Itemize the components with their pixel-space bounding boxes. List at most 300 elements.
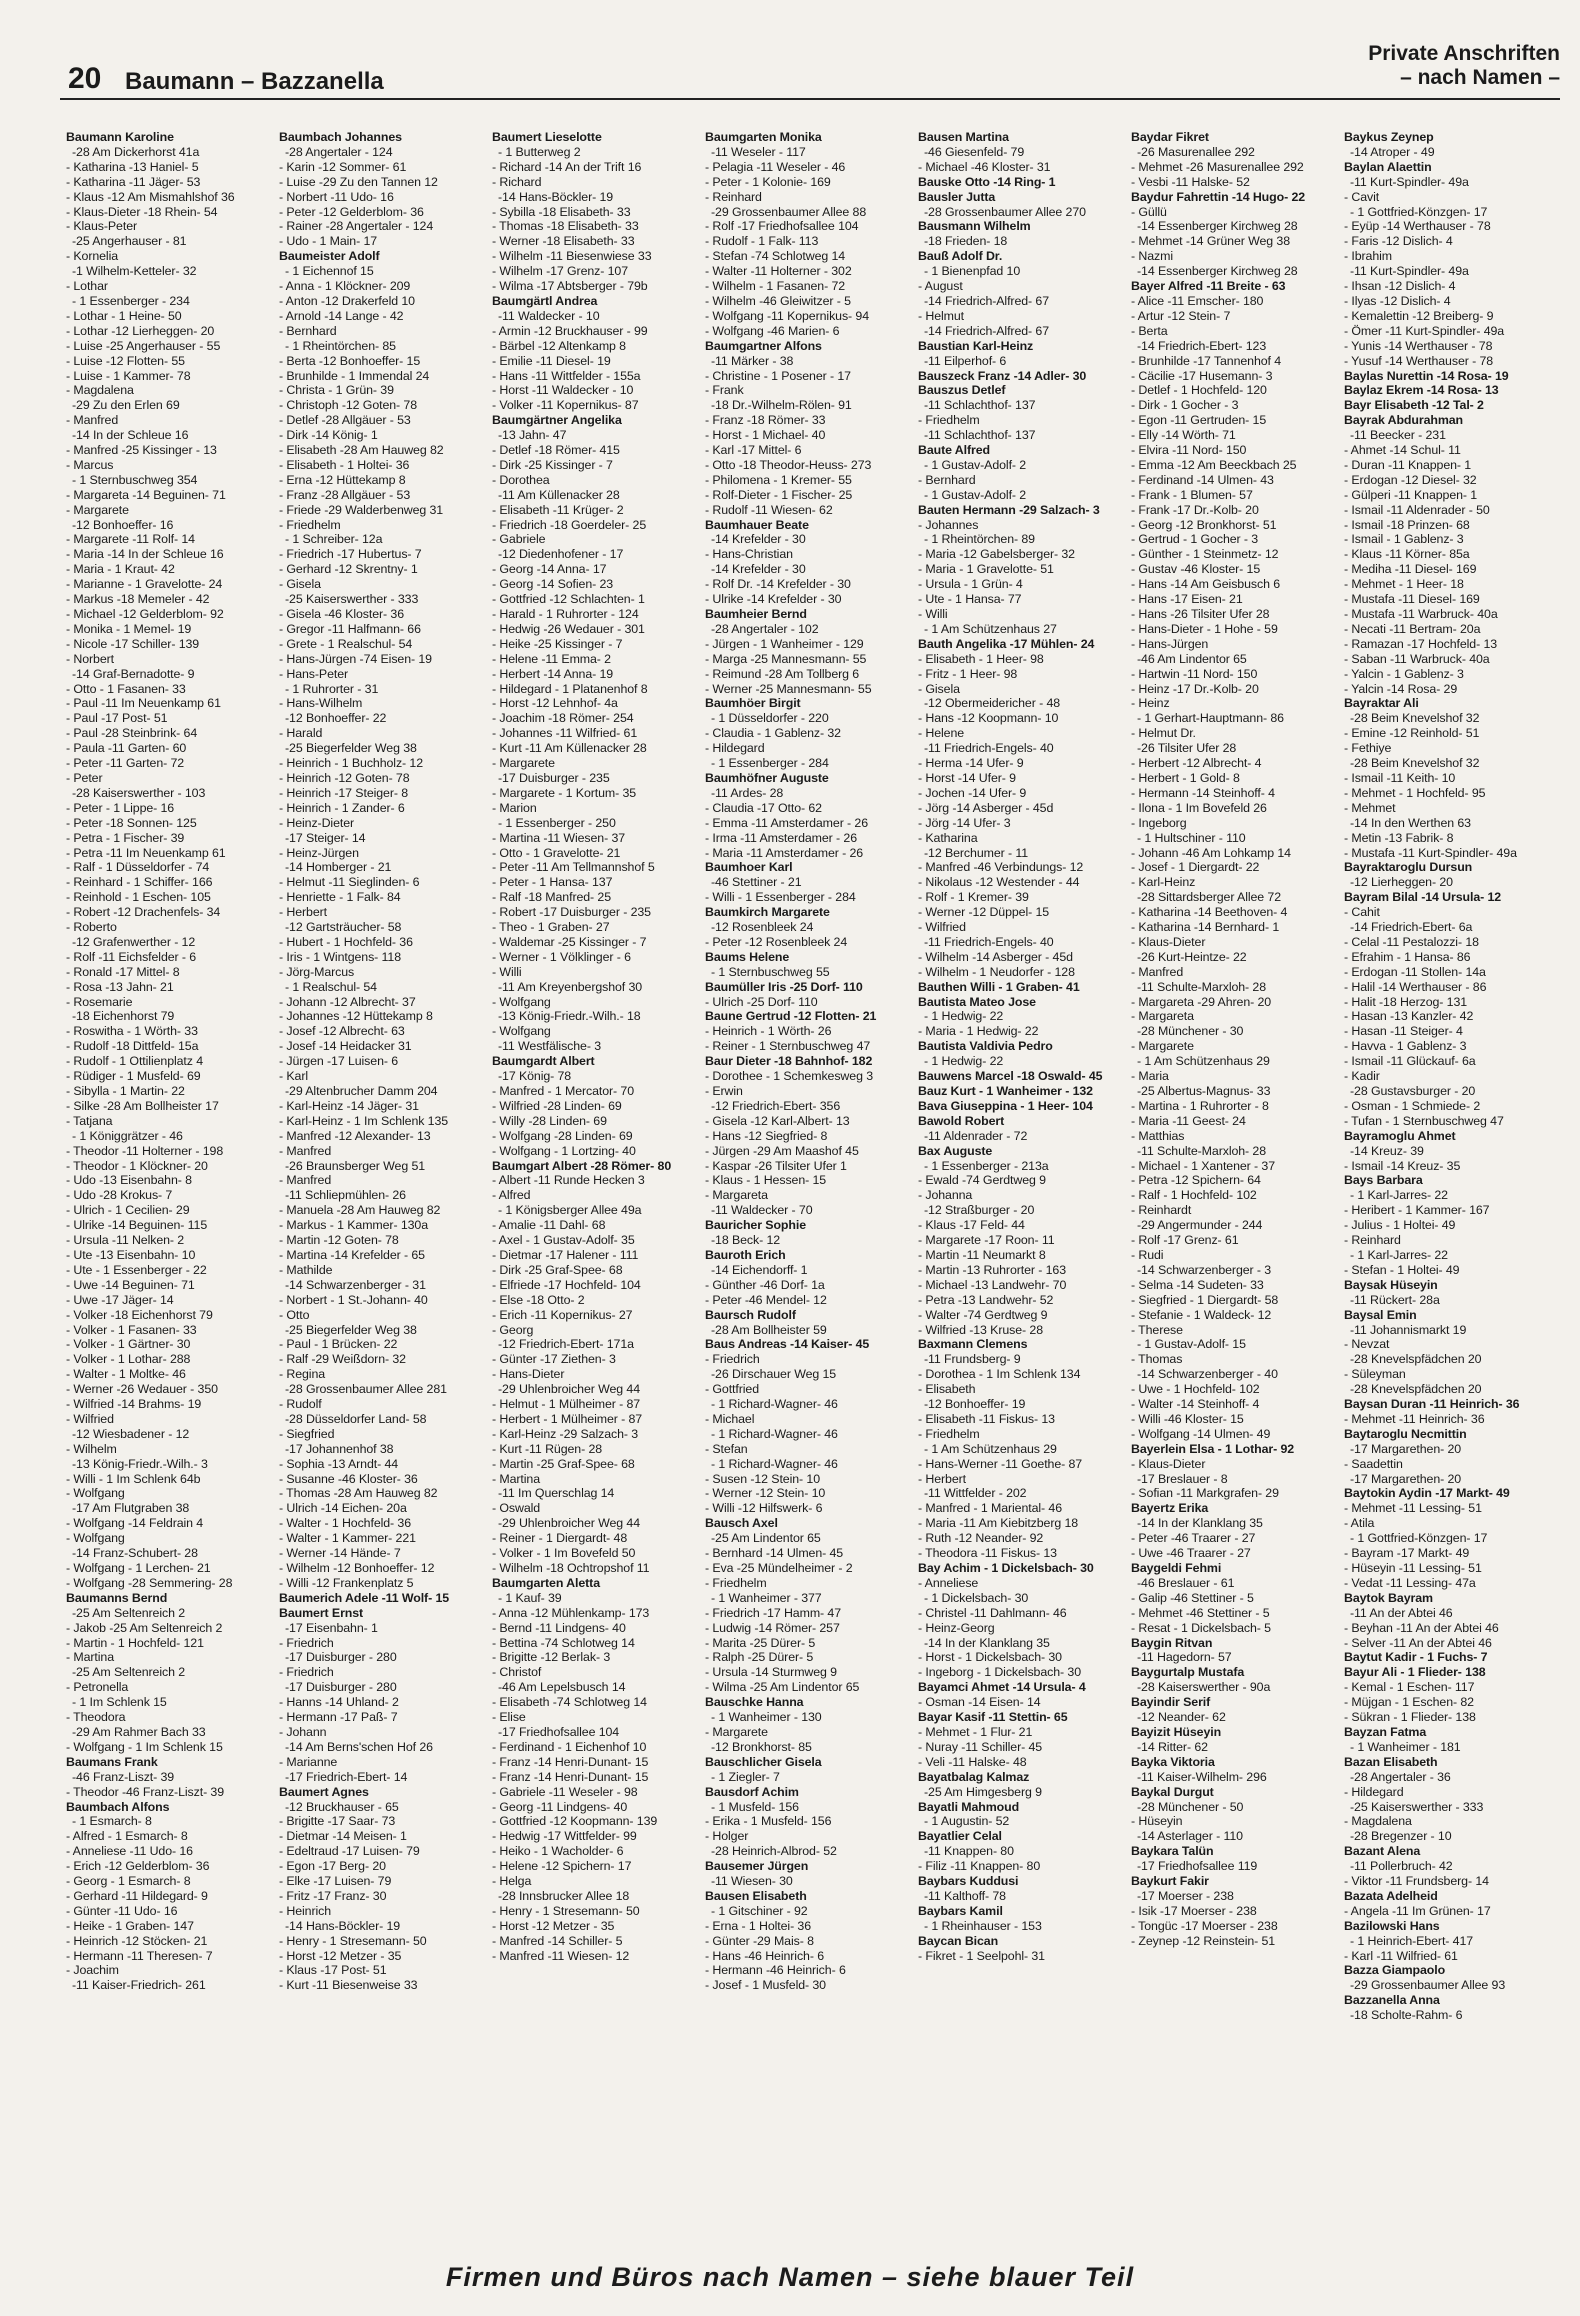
directory-entry-line: - Monika - 1 Memel- 19 [66,621,192,636]
directory-entry-line: - Dorothea [492,472,550,487]
directory-entry-line: - Yalcin -14 Rosa- 29 [1344,681,1458,696]
directory-entry-line: - Volker - 1 Gärtner- 30 [66,1337,191,1352]
directory-entry-line: - Werner -12 Stein- 10 [705,1486,826,1501]
directory-entry-line: - Dirk -25 Graf-Spee- 68 [492,1262,623,1277]
directory-entry-line: - Günther - 1 Steinmetz- 12 [1131,547,1279,562]
directory-entry-line: -13 Jahn- 47 [498,428,567,443]
directory-entry-line: - Gisela [918,681,960,696]
directory-entry-line: -29 Uhlenbroicher Weg 44 [498,1516,641,1531]
directory-entry-line: - Rolf - 1 Kremer- 39 [918,890,1029,905]
directory-entry-line: - Gertrud - 1 Gocher - 3 [1131,532,1259,547]
directory-entry-line: - Georg -11 Lindgens- 40 [492,1799,628,1814]
directory-entry-line: - Ilona - 1 Im Bovefeld 26 [1131,800,1267,815]
directory-entry-line: - Margarete [66,502,129,517]
directory-name-line: Baumhöer Birgit [705,696,801,711]
directory-name-line: Bausch Axel [705,1516,778,1531]
directory-entry-line: -14 Kreuz- 39 [1350,1143,1424,1158]
directory-entry-line: - Siegfried - 1 Diergardt- 58 [1131,1292,1279,1307]
directory-entry-line: - Helmut [918,308,965,323]
directory-entry-line: - Mehmet - 1 Heer- 18 [1344,577,1464,592]
directory-entry-line: - Rudolf [279,1397,322,1412]
directory-name-line: Baumgartner Alfons [705,338,822,353]
directory-entry-line: - Hedwig -17 Wittfelder- 99 [492,1829,637,1844]
directory-entry-line: - Kemal - 1 Eschen- 117 [1344,1680,1475,1695]
directory-entry-line: - Norbert - 1 St.-Johann- 40 [279,1292,428,1307]
directory-entry-line: - Philomena - 1 Kremer- 55 [705,472,852,487]
directory-entry-line: - 1 Richard-Wagner- 46 [711,1456,838,1471]
directory-entry-line: - Stefan [705,1441,748,1456]
directory-entry-line: -26 Masurenallee 292 [1137,144,1255,159]
directory-entry-line: - 1 Essenberger - 250 [498,815,616,830]
directory-entry-line: - Hermann -17 Paß- 7 [279,1710,398,1725]
directory-entry-line: - Wolfgang -14 Feldrain 4 [66,1516,204,1531]
directory-entry-line: - Reimund -28 Am Tollberg 6 [705,666,860,681]
directory-entry-line: -11 Schliepmühlen- 26 [285,1188,406,1203]
directory-entry-line: - Arnold -14 Lange - 42 [279,308,404,323]
directory-entry-line: - 1 Richard-Wagner- 46 [711,1397,838,1412]
directory-entry-line: -12 Lierheggen- 20 [1350,875,1453,890]
directory-entry-line: - Frank - 1 Blumen- 57 [1131,487,1253,502]
directory-name-line: Bayramoglu Ahmet [1344,1128,1456,1143]
directory-entry-line: - Hartwin -11 Nord- 150 [1131,666,1258,681]
directory-entry-line: - Franz -14 Henri-Dunant- 15 [492,1769,649,1784]
directory-entry-line: -17 Eisenbahn- 1 [285,1620,378,1635]
directory-name-line: Baytokin Aydin -17 Markt- 49 [1344,1486,1510,1501]
directory-entry-line: - Mehmet -46 Stettiner - 5 [1131,1605,1270,1620]
directory-entry-line: - Wilhelm -14 Asberger - 45d [918,949,1073,964]
directory-entry-line: - Herbert -12 Albrecht- 4 [1131,756,1262,771]
directory-entry-line: - 1 Am Schützenhaus 29 [1137,1054,1270,1069]
directory-entry-line: - Sophia -13 Arndt- 44 [279,1456,399,1471]
directory-entry-line: - Werner -25 Mannesmann- 55 [705,681,872,696]
directory-entry-line: - Anna - 1 Klöckner- 209 [279,279,411,294]
directory-entry-line: - Rosemarie [66,994,133,1009]
directory-entry-line: - Martina - 1 Ruhrorter - 8 [1131,1098,1269,1113]
directory-entry-line: - Elisabeth - 1 Holtei- 36 [279,457,410,472]
footer-note: Firmen und Büros nach Namen – siehe blauer Teil [445,2262,1135,2292]
directory-entry-line: - Gabriele [492,532,546,547]
directory-name-line: Baumheier Bernd [705,607,807,621]
directory-name-line: Baylaz Ekrem -14 Rosa- 13 [1344,383,1499,398]
directory-entry-line: - Magdalena [1344,1814,1412,1829]
directory-entry-line: -25 Am Seltenreich 2 [72,1665,186,1680]
directory-entry-line: - Pelagia -11 Weseler - 46 [705,159,846,174]
directory-entry-line: - Dirk - 1 Gocher - 3 [1131,398,1239,413]
directory-entry-line: -14 Ritter- 62 [1137,1739,1208,1754]
directory-entry-line: - Katharina -13 Haniel- 5 [66,159,199,174]
directory-entry-line: - Maria - 1 Gravelotte- 51 [918,562,1054,577]
directory-entry-line: -46 Breslauer - 61 [1137,1575,1235,1590]
directory-name-line: Bazant Alena [1344,1844,1421,1859]
directory-entry-line: - Wolfgang - 1 Lortzing- 40 [492,1143,636,1158]
directory-entry-line: - Wolfgang - 1 Im Schlenk 15 [66,1739,223,1754]
directory-entry-line: -25 Biegerfelder Weg 38 [285,741,417,756]
directory-entry-line: - Nuray -11 Schiller- 45 [918,1739,1043,1754]
directory-entry-line: - Hans-Dieter [492,1367,565,1382]
directory-entry-line: - Michael -12 Gelderblom- 92 [66,607,224,621]
directory-entry-line: - Manfred - 1 Mariental- 46 [918,1501,1062,1516]
directory-entry-line: -12 Friedrich-Ebert- 171a [498,1337,634,1352]
directory-entry-line: - Wolfgang -11 Kopernikus- 94 [705,308,870,323]
directory-entry-line: - Margareta [1131,1009,1194,1024]
directory-entry-line: - Gülperi -11 Knappen- 1 [1344,487,1478,502]
directory-entry-line: -14 Friedrich-Ebert- 123 [1137,338,1267,353]
directory-entry-line: -25 Albertus-Magnus- 33 [1137,1084,1271,1098]
directory-entry-line: - Ismail - 1 Gablenz- 3 [1344,532,1464,547]
directory-entry-line: - Uwe -17 Jäger- 14 [66,1292,174,1307]
directory-entry-line: - Harald [279,726,323,741]
directory-entry-line: - Klaus-Peter [66,219,138,234]
directory-entry-line: - Hans-Werner -11 Goethe- 87 [918,1456,1083,1471]
directory-entry-line: -11 Kaiser-Wilhelm- 296 [1137,1769,1267,1784]
directory-entry-line: - Faris -12 Dislich- 4 [1344,234,1453,249]
directory-entry-line: -28 Gustavsburger - 20 [1350,1084,1476,1098]
directory-entry-line: - Anna -12 Mühlenkamp- 173 [492,1605,650,1620]
directory-name-line: Baysan Duran -11 Heinrich- 36 [1344,1397,1520,1412]
directory-name-line: Baxmann Clemens [918,1337,1028,1352]
directory-name-line: Bayram Bilal -14 Ursula- 12 [1344,890,1502,905]
directory-name-line: Baumert Ernst [279,1605,364,1620]
directory-entry-line: - Waldemar -25 Kissinger - 7 [492,934,647,949]
directory-entry-line: - Reiner - 1 Sternbuschweg 47 [705,1039,871,1054]
directory-entry-line: - Bernd -11 Lindgens- 40 [492,1620,626,1635]
directory-name-line: Bausmann Wilhelm [918,219,1031,234]
directory-entry-line: - Heinrich - 1 Buchholz- 12 [279,756,423,771]
directory-name-line: Bayatlier Celal [918,1829,1002,1844]
directory-entry-line: - Mehmet - 1 Flur- 21 [918,1724,1033,1739]
directory-entry-line: - 1 Im Schlenk 15 [72,1695,167,1710]
directory-entry-line: - Christa - 1 Grün- 39 [279,383,394,398]
directory-entry-line: -14 Franz-Schubert- 28 [72,1546,198,1561]
directory-entry-line: - Katharina -14 Beethoven- 4 [1131,905,1288,920]
directory-entry-line: - Ursula - 1 Grün- 4 [918,577,1023,592]
directory-entry-line: -25 Angerhauser - 81 [72,234,187,249]
directory-entry-line: - Hans -12 Koopmann- 10 [918,711,1059,726]
directory-entry-line: -11 An der Abtei 46 [1350,1605,1453,1620]
directory-entry-line: -25 Kaiserswerther - 333 [1350,1799,1484,1814]
directory-name-line: Bazza Giampaolo [1344,1963,1446,1978]
directory-entry-line: - Johann [279,1724,327,1739]
directory-name-line: Baumgart Albert -28 Römer- 80 [492,1158,672,1173]
directory-entry-line: - Helene -11 Emma- 2 [492,651,611,666]
directory-entry-line: - Ramazan -17 Hochfeld- 13 [1344,636,1498,651]
directory-entry-line: - Kornelia [66,249,119,264]
directory-entry-line: - Gerhard -11 Hildegard- 9 [66,1888,208,1903]
directory-entry-line: - Martin -25 Graf-Spee- 68 [492,1456,635,1471]
directory-entry-line: -11 Ardes- 28 [711,785,784,800]
directory-entry-line: - Grete - 1 Realschul- 54 [279,636,413,651]
directory-entry-line: - Ismail -14 Kreuz- 35 [1344,1158,1461,1173]
directory-entry-line: - Herbert [279,905,327,920]
directory-entry-line: - Hubert - 1 Hochfeld- 36 [279,934,413,949]
directory-entry-line: - Werner -14 Hände- 7 [279,1546,401,1561]
directory-entry-line: - 1 Dickelsbach- 30 [924,1590,1029,1605]
directory-entry-line: -11 Rückert- 28a [1350,1292,1440,1307]
directory-entry-line: - Kurt -11 Am Küllenacker 28 [492,741,647,756]
directory-entry-line: - Hans -12 Siegfried- 8 [705,1128,828,1143]
directory-entry-line: -12 Neander- 62 [1137,1710,1226,1725]
directory-entry-line: - Mathilde [279,1262,333,1277]
directory-entry-line: - Halit -18 Herzog- 131 [1344,994,1468,1009]
directory-name-line: Bauten Hermann -29 Salzach- 3 [918,502,1100,517]
directory-entry-line: - Armin -12 Bruckhauser - 99 [492,323,648,338]
directory-entry-line: - Fritz -17 Franz- 30 [279,1888,387,1903]
directory-entry-line: - Dietmar -14 Meisen- 1 [279,1829,407,1844]
directory-entry-line: - Udo - 1 Main- 17 [279,234,378,249]
directory-entry-line: -28 Münchener - 30 [1137,1024,1244,1039]
directory-name-line: Baumerich Adele -11 Wolf- 15 [279,1590,450,1605]
directory-entry-line: - Petra -13 Landwehr- 52 [918,1292,1054,1307]
directory-entry-line: -46 Am Lepelsbusch 14 [498,1680,626,1695]
directory-entry-line: - Artur -12 Stein- 7 [1131,308,1231,323]
directory-entry-line: - Elisabeth - 1 Heer- 98 [918,651,1044,666]
directory-name-line: Baumhauer Beate [705,517,809,532]
directory-entry-line: - Magdalena [66,383,134,398]
directory-entry-line: -29 Uhlenbroicher Weg 44 [498,1382,641,1397]
directory-entry-line: - Norbert -11 Udo- 16 [279,189,394,204]
directory-entry-line: - Angela -11 Im Grünen- 17 [1344,1903,1491,1918]
directory-entry-line: - Friedrich -17 Hamm- 47 [705,1605,841,1620]
directory-entry-line: - Erich -11 Kopernikus- 27 [492,1307,633,1322]
directory-entry-line: - Silke -28 Am Bollheister 17 [66,1098,219,1113]
directory-entry-line: - August [918,279,963,294]
directory-entry-line: - Theo - 1 Graben- 27 [492,920,610,935]
directory-entry-line: - Heike - 1 Graben- 147 [66,1918,194,1933]
directory-entry-line: - Wilfried -28 Linden- 69 [492,1098,622,1113]
directory-entry-line: - Selver -11 An der Abtei 46 [1344,1635,1492,1650]
directory-name-line: Bauroth Erich [705,1247,786,1262]
directory-entry-line: -11 Friedrich-Engels- 40 [924,934,1054,949]
directory-entry-line: - Ismail -11 Glückauf- 6a [1344,1054,1476,1069]
directory-entry-line: - Martin -13 Ruhrorter - 163 [918,1262,1067,1277]
directory-entry-line: - Martin - 1 Hochfeld- 121 [66,1635,204,1650]
directory-entry-line: -12 Rosenbleek 24 [711,920,814,935]
directory-entry-line: - Margareta [705,1188,768,1203]
directory-entry-line: - Jürgen -17 Luisen- 6 [279,1054,399,1069]
directory-entry-line: -11 Am Küllenacker 28 [498,487,620,502]
directory-entry-line: -11 Aldenrader - 72 [924,1128,1028,1143]
directory-entry-line: - Peter [66,770,103,785]
directory-entry-line: - Erich -12 Gelderblom- 36 [66,1859,210,1874]
directory-entry-line: - Kaspar -26 Tilsiter Ufer 1 [705,1158,847,1173]
directory-entry-line: - Emilie -11 Diesel- 19 [492,353,611,368]
directory-entry-line: -12 Obermeidericher - 48 [924,696,1061,711]
directory-entry-line: -17 Duisburger - 235 [498,770,610,785]
directory-entry-line: - Otto -18 Theodor-Heuss- 273 [705,457,872,472]
directory-entry-line: - Maria - 1 Kraut- 42 [66,562,175,577]
directory-entry-line: - Nazmi [1131,249,1173,264]
directory-entry-line: - Wolfgang [492,994,551,1009]
directory-entry-line: -28 Grossenbaumer Allee 281 [285,1382,447,1397]
directory-entry-line: - Martina [492,1471,540,1486]
directory-entry-line: -14 Schwarzenberger - 40 [1137,1367,1278,1382]
directory-entry-line: - Helmut -11 Sieglinden- 6 [279,875,420,890]
directory-entry-line: - Egon -17 Berg- 20 [279,1859,386,1874]
directory-entry-line: - Walter - 1 Kammer- 221 [279,1531,416,1546]
directory-entry-line: - Günter -17 Ziethen- 3 [492,1352,616,1367]
directory-entry-line: - Mehmet -11 Lessing- 51 [1344,1501,1482,1516]
directory-entry-line: - Rosa -13 Jahn- 21 [66,979,174,994]
directory-entry-line: - Kemalettin -12 Breiberg- 9 [1344,308,1494,323]
directory-entry-line: - Gisela [279,577,321,592]
directory-entry-line: - Manfred [279,1173,332,1188]
directory-entry-line: - Hans -17 Eisen- 21 [1131,592,1243,607]
directory-entry-line: -11 Märker - 38 [711,353,794,368]
directory-entry-line: - Georg -14 Anna- 17 [492,562,607,577]
directory-entry-line: - Susanne -46 Kloster- 36 [279,1471,418,1486]
directory-entry-line: - Erna -12 Hüttekamp 8 [279,472,406,487]
directory-entry-line: - Georg -14 Sofien- 23 [492,577,614,592]
directory-entry-line: -28 Angertaler - 124 [285,144,393,159]
directory-entry-line: -11 Waldecker - 70 [711,1203,813,1218]
directory-entry-line: - Dorothea - 1 Im Schlenk 134 [918,1367,1081,1382]
directory-entry-line: - Claudia - 1 Gablenz- 32 [705,726,841,741]
directory-entry-line: - Manfred -12 Alexander- 13 [279,1128,431,1143]
directory-entry-line: - Lothar -12 Lierheggen- 20 [66,323,215,338]
directory-entry-line: - Johann -12 Albrecht- 37 [279,994,416,1009]
directory-entry-line: - Willi - 1 Im Schlenk 64b [66,1471,201,1486]
directory-entry-line: - Kurt -11 Rügen- 28 [492,1441,603,1456]
directory-entry-line: - Tongüc -17 Moerser - 238 [1131,1918,1278,1933]
directory-entry-line: -17 Moerser - 238 [1137,1888,1234,1903]
directory-entry-line: - Elisabeth -74 Schlotweg 14 [492,1695,647,1710]
directory-entry-line: - Gustav -46 Kloster- 15 [1131,562,1261,577]
directory-entry-line: - Therese [1131,1322,1183,1337]
directory-entry-line: - Josef - 1 Diergardt- 22 [1131,860,1260,875]
directory-name-line: Baumüller Iris -25 Dorf- 110 [705,979,863,994]
directory-name-line: Baumhöfner Auguste [705,770,829,785]
directory-name-line: Bayerlein Elsa - 1 Lothar- 92 [1131,1441,1295,1456]
directory-entry-line: -28 Münchener - 50 [1137,1799,1244,1814]
directory-entry-line: - Werner -26 Wedauer - 350 [66,1382,218,1397]
directory-entry-line: - 1 Wanheimer - 181 [1350,1739,1461,1754]
directory-entry-line: - Marga -25 Mannesmann- 55 [705,651,867,666]
directory-name-line: Bausen Martina [918,130,1009,144]
directory-entry-line: - Manuela -28 Am Hauweg 82 [279,1203,441,1218]
directory-name-line: Bauschlicher Gisela [705,1754,822,1769]
directory-name-line: Baumgärtner Angelika [492,413,622,428]
directory-entry-line: - Alice -11 Emscher- 180 [1131,293,1264,308]
directory-entry-line: - Elise [492,1710,526,1725]
directory-entry-line: - Richard -14 An der Trift 16 [492,159,642,174]
directory-entry-line: - Celal -11 Pestalozzi- 18 [1344,934,1479,949]
directory-entry-line: - Horst - 1 Dickelsbach- 30 [918,1650,1062,1665]
directory-entry-line: - Petra -12 Spichern- 64 [1131,1173,1261,1188]
directory-entry-line: - 1 Essenberger - 284 [711,756,829,771]
directory-name-line: Bays Barbara [1344,1173,1423,1188]
directory-entry-line: - Rüdiger - 1 Musfeld- 69 [66,1069,201,1084]
directory-entry-line: - Klaus -12 Am Mismahlshof 36 [66,189,235,204]
directory-entry-line: - Horst -14 Ufer- 9 [918,770,1016,785]
directory-entry-line: - Heinz-Dieter [279,815,355,830]
directory-name-line: Bax Auguste [918,1143,993,1158]
directory-entry-line: - Karin -12 Sommer- 61 [279,159,407,174]
directory-entry-line: - Egon -11 Gertruden- 15 [1131,413,1267,428]
directory-entry-line: - Ulrich - 1 Cecilien- 29 [66,1203,190,1218]
directory-entry-line: - 1 Gitschiner - 92 [711,1903,808,1918]
directory-entry-line: - Wilhelm -11 Biesenwiese 33 [492,249,652,264]
directory-entry-line: - Horst -12 Metzer - 35 [279,1948,402,1963]
directory-entry-line: - Veli -11 Halske- 48 [918,1754,1027,1769]
directory-name-line: Baykara Talün [1131,1844,1214,1859]
directory-entry-line: - Maria -11 Geest- 24 [1131,1113,1246,1128]
directory-name-line: Bauthen Willi - 1 Graben- 41 [918,979,1080,994]
directory-entry-line: - 1 Sternbuschweg 354 [72,472,198,487]
directory-entry-line: - Wilhelm -12 Bonhoeffer- 12 [279,1561,435,1575]
directory-name-line: Baumhoer Karl [705,860,793,875]
directory-name-line: Bausler Jutta [918,189,996,204]
directory-entry-line: - 1 Bienenpfad 10 [924,264,1021,279]
directory-entry-line: - Berta [1131,323,1168,338]
directory-entry-line: - Hildegard - 1 Platanenhof 8 [492,681,648,696]
directory-entry-line: - Cahit [1344,905,1380,920]
directory-entry-line: - Mehmet [1344,800,1396,815]
directory-name-line: Bayertz Erika [1131,1501,1209,1516]
directory-entry-line: - Ursula -11 Nelken- 2 [66,1233,185,1248]
directory-entry-line: - Walter - 1 Moltke- 46 [66,1367,186,1382]
directory-entry-line: - Vesbi -11 Halske- 52 [1131,174,1250,189]
directory-entry-line: - Ömer -11 Kurt-Spindler- 49a [1344,323,1505,338]
directory-entry-line: - Ronald -17 Mittel- 8 [66,964,180,979]
directory-entry-line: - Maria -14 In der Schleue 16 [66,547,224,562]
directory-entry-line: -17 Breslauer - 8 [1137,1471,1228,1486]
directory-name-line: Bauszus Detlef [918,383,1006,398]
directory-entry-line: - Walter -11 Holterner - 302 [705,264,852,279]
directory-entry-line: - Wilhelm - 1 Neudorfer - 128 [918,964,1075,979]
directory-entry-line: -14 Friedrich-Ebert- 6a [1350,920,1473,935]
directory-name-line: Bayatbalag Kalmaz [918,1769,1030,1784]
directory-entry-line: - Peter -46 Traarer - 27 [1131,1531,1256,1546]
directory-entry-line: - Hanns -14 Uhland- 2 [279,1695,399,1710]
directory-entry-line: - Gisela -12 Karl-Albert- 13 [705,1113,850,1128]
directory-entry-line: - Ralf - 1 Düsseldorfer - 74 [66,860,210,875]
directory-entry-line: - Bettina -74 Schlotweg 14 [492,1635,635,1650]
directory-entry-line: - Herbert - 1 Gold- 8 [1131,770,1240,785]
directory-entry-line: - Hans-Wilhelm [279,696,363,711]
directory-entry-line: - Hasan -13 Kanzler- 42 [1344,1009,1474,1024]
directory-entry-line: - Hermann -14 Steinhoff- 4 [1131,785,1275,800]
directory-entry-line: - 1 Ziegler- 7 [711,1769,780,1784]
directory-name-line: Bausemer Jürgen [705,1859,809,1874]
directory-entry-line: - Ute - 1 Essenberger - 22 [66,1262,207,1277]
directory-name-line: Baysak Hüseyin [1344,1277,1438,1292]
directory-entry-line: - 1 Ruhrorter - 31 [285,681,379,696]
directory-entry-line: -18 Beck- 12 [711,1233,781,1248]
directory-entry-line: - Marita -25 Dürer- 5 [705,1635,816,1650]
directory-entry-line: - Wilfried -14 Brahms- 19 [66,1397,202,1412]
directory-entry-line: - Jörg -14 Ufer- 3 [918,815,1011,830]
directory-entry-line: -14 In der Schleue 16 [72,428,189,443]
directory-entry-line: - Paula -11 Garten- 60 [66,741,187,756]
directory-entry-line: - Christel -11 Dahlmann- 46 [918,1605,1067,1620]
directory-entry-line: - Josef -12 Albrecht- 63 [279,1024,405,1039]
directory-entry-line: - Michael -46 Kloster- 31 [918,159,1051,174]
directory-entry-line: -17 König- 78 [498,1069,572,1084]
directory-entry-line: - Wolfgang -28 Linden- 69 [492,1128,633,1143]
directory-entry-line: -14 Friedrich-Alfred- 67 [924,323,1049,338]
directory-entry-line: -14 Atroper - 49 [1350,144,1435,159]
directory-entry-line: - Manfred - 1 Mercator- 70 [492,1084,635,1098]
directory-entry-line: - Herma -14 Ufer- 9 [918,756,1024,771]
directory-entry-line: - Elisabeth -11 Fiskus- 13 [918,1411,1055,1426]
directory-entry-line: - Detlef -18 Römer- 415 [492,443,620,458]
directory-entry-line: -29 Grossenbaumer Allee 88 [711,204,867,219]
directory-entry-line: - Reiner - 1 Diergardt- 48 [492,1531,628,1546]
directory-entry-line: - 1 Richard-Wagner- 46 [711,1426,838,1441]
directory-entry-line: - Klaus-Dieter [1131,934,1206,949]
directory-entry-line: - Isik -17 Moerser - 238 [1131,1903,1257,1918]
directory-entry-line: -26 Dirschauer Weg 15 [711,1367,837,1382]
